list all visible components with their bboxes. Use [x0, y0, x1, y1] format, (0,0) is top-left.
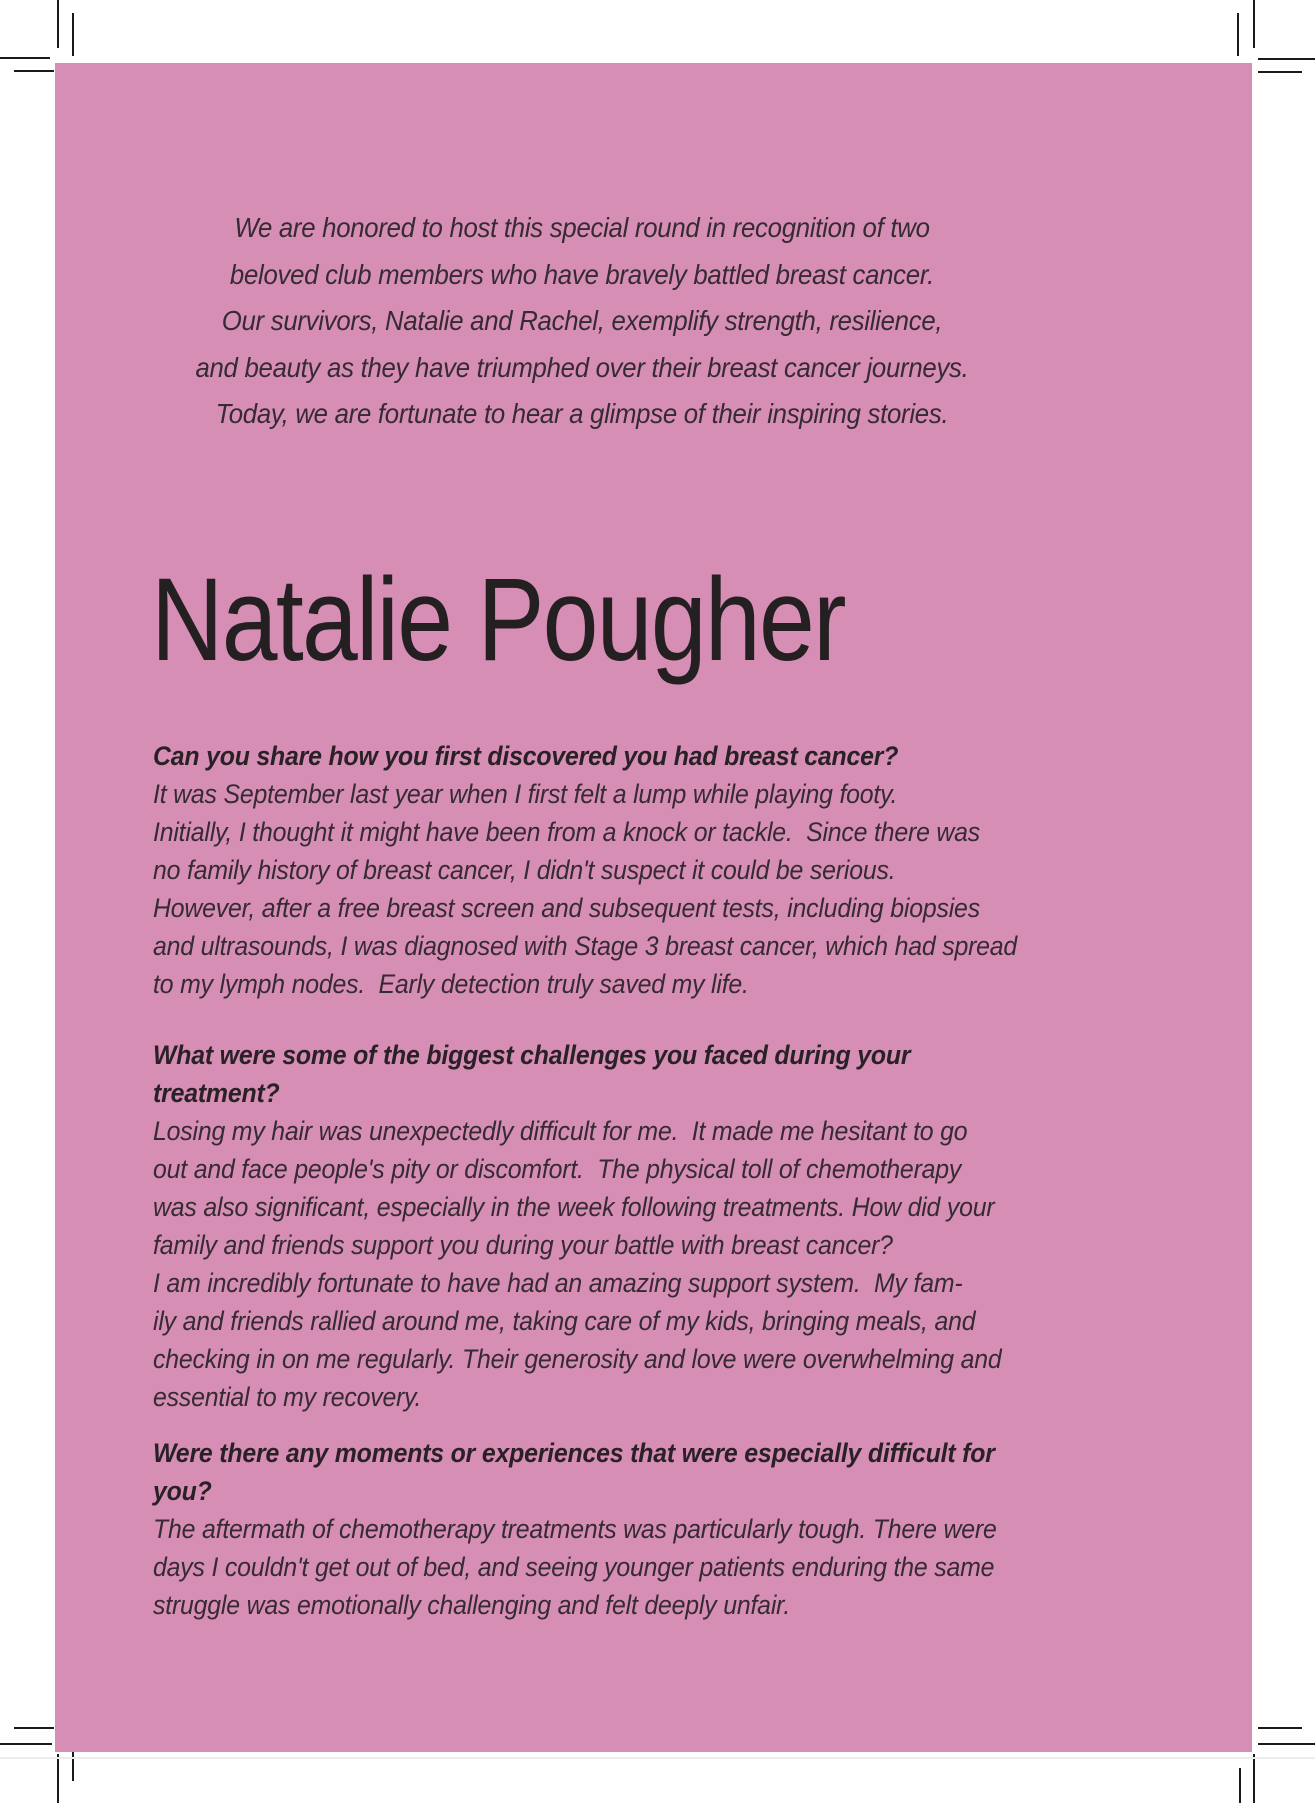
crop-mark-top-right-vertical-1: [1237, 13, 1239, 56]
text-line: It was September last year when I first felt a lump while playing footy.: [153, 779, 898, 809]
text-line: However, after a free breast screen and subsequent tests, including biopsies: [153, 893, 980, 923]
pink-page-card: [55, 63, 1252, 1752]
text-line: The aftermath of chemotherapy treatments was particularly tough. There were: [153, 1514, 997, 1544]
text-line: Can you share how you first discovered you had breast cancer?: [153, 741, 899, 771]
text-line: no family history of breast cancer, I didn't suspect it could be serious.: [153, 855, 896, 885]
crop-mark-bottom-right-vertical-1: [1239, 1768, 1241, 1803]
page-title: Natalie Pougher: [151, 554, 845, 686]
crop-mark-top-left-vertical-1: [57, 0, 59, 48]
text-line: We are honored to host this special round in recognition of two: [234, 212, 930, 243]
page-edge-line: [0, 1757, 1315, 1759]
text-line: ily and friends rallied around me, taking care of my kids, bringing meals, and: [153, 1306, 976, 1336]
text-line: Were there any moments or experiences that were especially difficult for: [153, 1438, 995, 1468]
text-line: and beauty as they have triumphed over their breast cancer journeys.: [195, 351, 969, 383]
answer-2: [153, 1112, 1002, 1416]
crop-mark-top-left-horizontal-2: [14, 70, 54, 72]
text-line: was also significant, especially in the week following treatments. How did your: [153, 1192, 995, 1222]
intro-paragraph: [186, 205, 977, 438]
text-line: struggle was emotionally challenging and felt deeply unfair.: [153, 1590, 791, 1620]
crop-mark-top-right-horizontal-1: [1258, 58, 1315, 60]
crop-mark-top-right-horizontal-2: [1258, 71, 1302, 73]
crop-mark-bottom-right-horizontal-2: [1258, 1743, 1315, 1745]
text-line: essential to my recovery.: [153, 1382, 422, 1412]
answer-3: [153, 1510, 997, 1624]
text-line: to my lymph nodes. Early detection truly saved my life.: [153, 969, 749, 999]
question-2: [153, 1036, 981, 1112]
text-line: you?: [153, 1476, 212, 1506]
text-line: treatment?: [153, 1078, 280, 1108]
text-line: out and face people's pity or discomfort. The physical toll of chemotherapy: [153, 1154, 962, 1184]
crop-mark-bottom-right-horizontal-1: [1258, 1727, 1302, 1729]
text-line: Today, we are fortunate to hear a glimpse of their inspiring stories.: [215, 398, 949, 429]
text-line: beloved club members who have bravely battled breast cancer.: [229, 258, 935, 290]
crop-mark-top-left-vertical-2: [72, 13, 74, 56]
text-line: and ultrasounds, I was diagnosed with Stage 3 breast cancer, which had spread: [153, 931, 1018, 961]
crop-mark-bottom-right-vertical-2: [1253, 1754, 1255, 1803]
text-line: What were some of the biggest challenges you faced during your: [153, 1040, 911, 1070]
crop-mark-bottom-left-vertical-1: [57, 1754, 59, 1803]
text-line: Our survivors, Natalie and Rachel, exemplify strength, resilience,: [221, 305, 943, 336]
crop-mark-bottom-left-horizontal-1: [14, 1727, 54, 1729]
crop-mark-top-right-vertical-2: [1253, 0, 1255, 48]
text-line: Losing my hair was unexpectedly difficult for me. It made me hesitant to go: [153, 1116, 968, 1146]
text-line: days I couldn't get out of bed, and seeing younger patients enduring the same: [153, 1552, 995, 1582]
crop-mark-bottom-left-horizontal-2: [0, 1743, 52, 1745]
text-line: I am incredibly fortunate to have had an amazing support system. My fam-: [153, 1268, 963, 1298]
text-line: checking in on me regularly. Their generosity and love were overwhelming and: [153, 1344, 1002, 1374]
crop-mark-top-left-horizontal-1: [0, 57, 50, 59]
text-line: Initially, I thought it might have been from a knock or tackle. Since there was: [153, 817, 981, 847]
question-3: [153, 1434, 995, 1510]
qa-section: [153, 737, 1018, 1624]
text-line: family and friends support you during your battle with breast cancer?: [153, 1230, 893, 1260]
question-1: [153, 737, 981, 775]
answer-1: [153, 775, 1018, 1003]
